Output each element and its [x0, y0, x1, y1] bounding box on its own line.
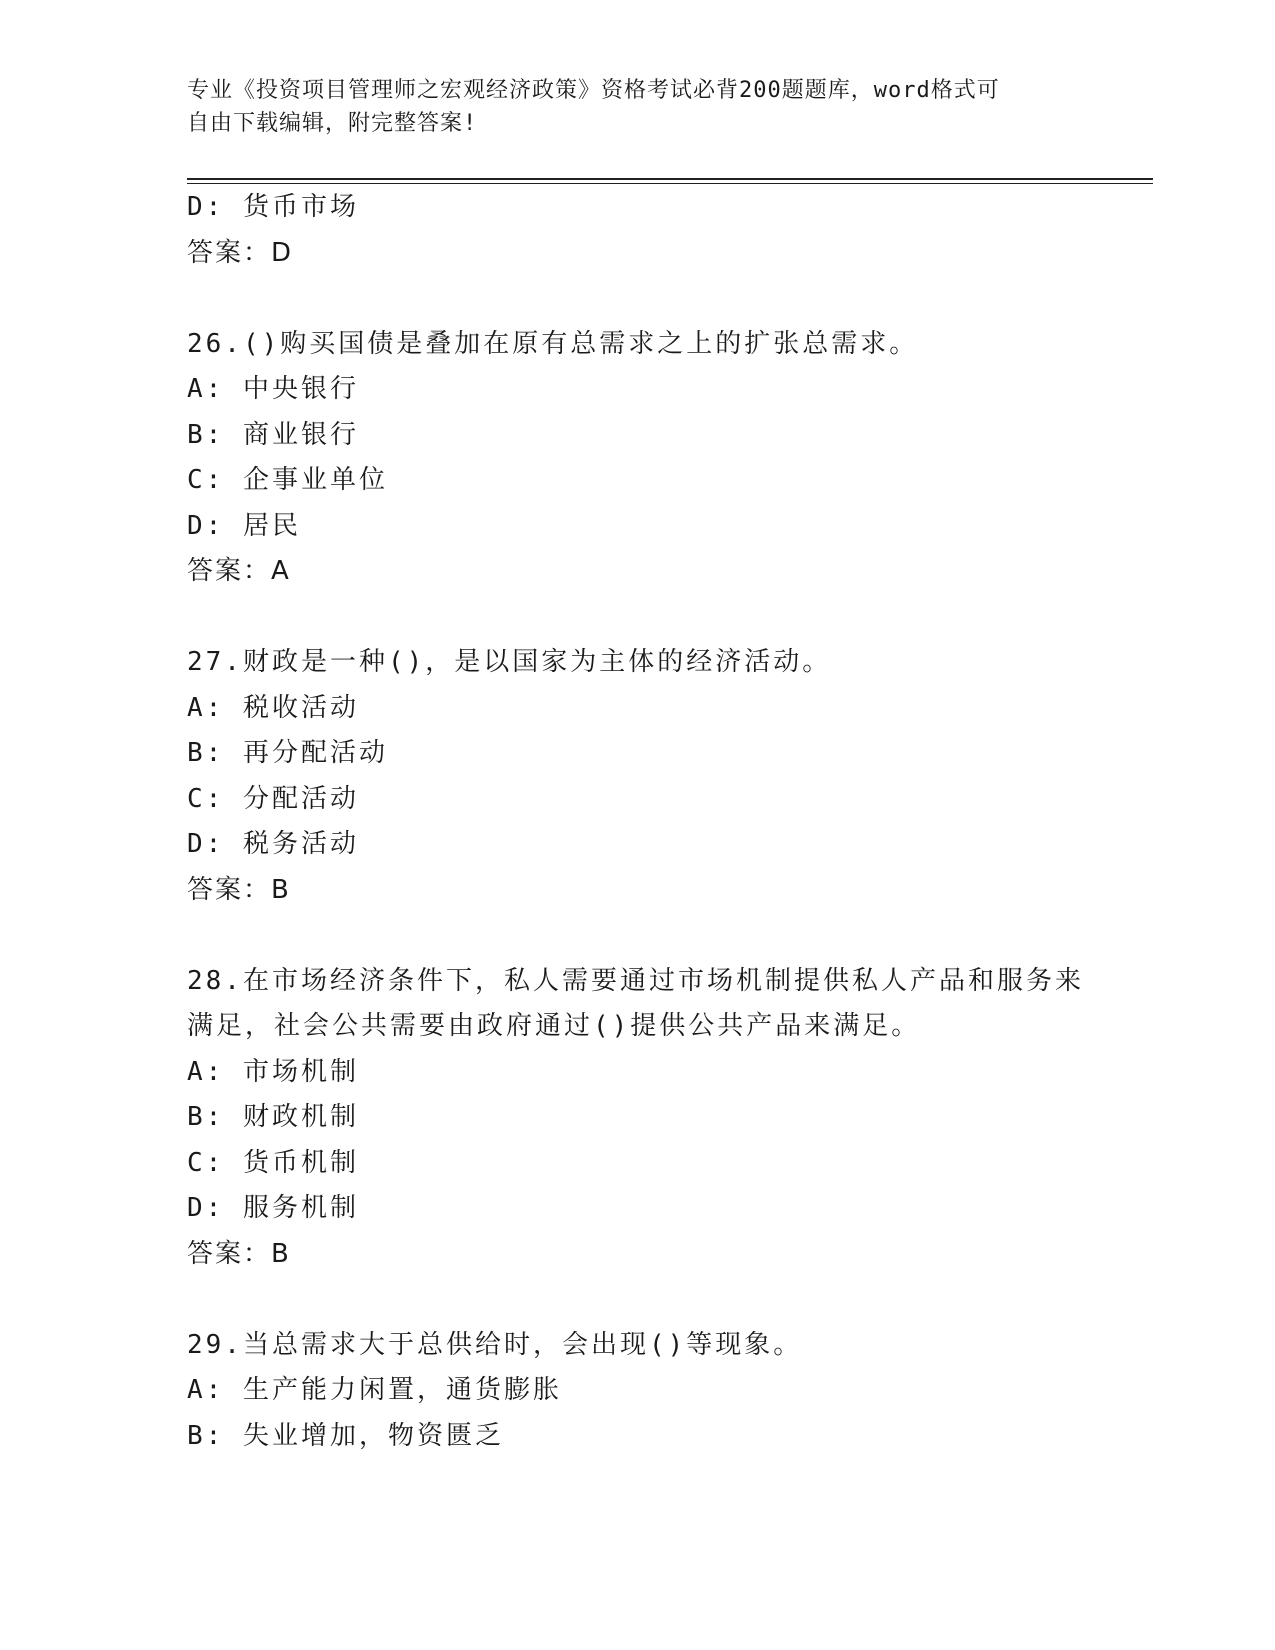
document-body: [187, 185, 1087, 1459]
header-rule-thick: [187, 178, 1153, 180]
question-29: [187, 1323, 1087, 1460]
question-text: 26.()购买国债是叠加在原有总需求之上的扩张总需求。: [187, 328, 919, 359]
question-text: 27.财政是一种()，是以国家为主体的经济活动。: [187, 647, 832, 677]
option-d: D: 货币市场: [187, 192, 359, 222]
option-d: D: 居民: [187, 510, 301, 541]
option-c: C: 货币机制: [187, 1147, 359, 1178]
question-text: 29.当总需求大于总供给时，会出现()等现象。: [187, 1329, 803, 1360]
option-c: C: 分配活动: [187, 783, 359, 814]
option-b: B: 财政机制: [187, 1102, 359, 1132]
option-a: A: 税收活动: [187, 692, 359, 723]
answer-line: 答案：B: [187, 874, 291, 905]
document-header: [187, 74, 1087, 140]
option-b: B: 再分配活动: [187, 738, 388, 768]
option-b: B: 失业增加，物资匮乏: [187, 1420, 504, 1451]
answer-line: 答案：A: [187, 556, 291, 586]
question-text-line-1: 28.在市场经济条件下，私人需要通过市场机制提供私人产品和服务来: [187, 965, 1084, 996]
option-c: C: 企事业单位: [187, 465, 388, 495]
option-a: A: 中央银行: [187, 374, 359, 404]
header-line-1: 专业《投资项目管理师之宏观经济政策》资格考试必背200题题库，word格式可: [187, 78, 1000, 103]
question-27: [187, 640, 1087, 913]
option-a: A: 市场机制: [187, 1056, 359, 1087]
question-28: [187, 959, 1087, 1278]
answer-line: 答案：D: [187, 237, 294, 268]
answer-line: 答案：B: [187, 1238, 291, 1269]
option-a: A: 生产能力闲置，通货膨胀: [187, 1375, 562, 1405]
question-26: [187, 322, 1087, 595]
question-text-line-2: 满足，社会公共需要由政府通过()提供公共产品来满足。: [187, 1011, 921, 1041]
option-b: B: 商业银行: [187, 419, 359, 450]
header-rule-thin: [187, 183, 1153, 184]
option-d: D: 服务机制: [187, 1193, 359, 1223]
header-line-2: 自由下载编辑，附完整答案!: [187, 111, 478, 136]
option-d: D: 税务活动: [187, 829, 359, 859]
